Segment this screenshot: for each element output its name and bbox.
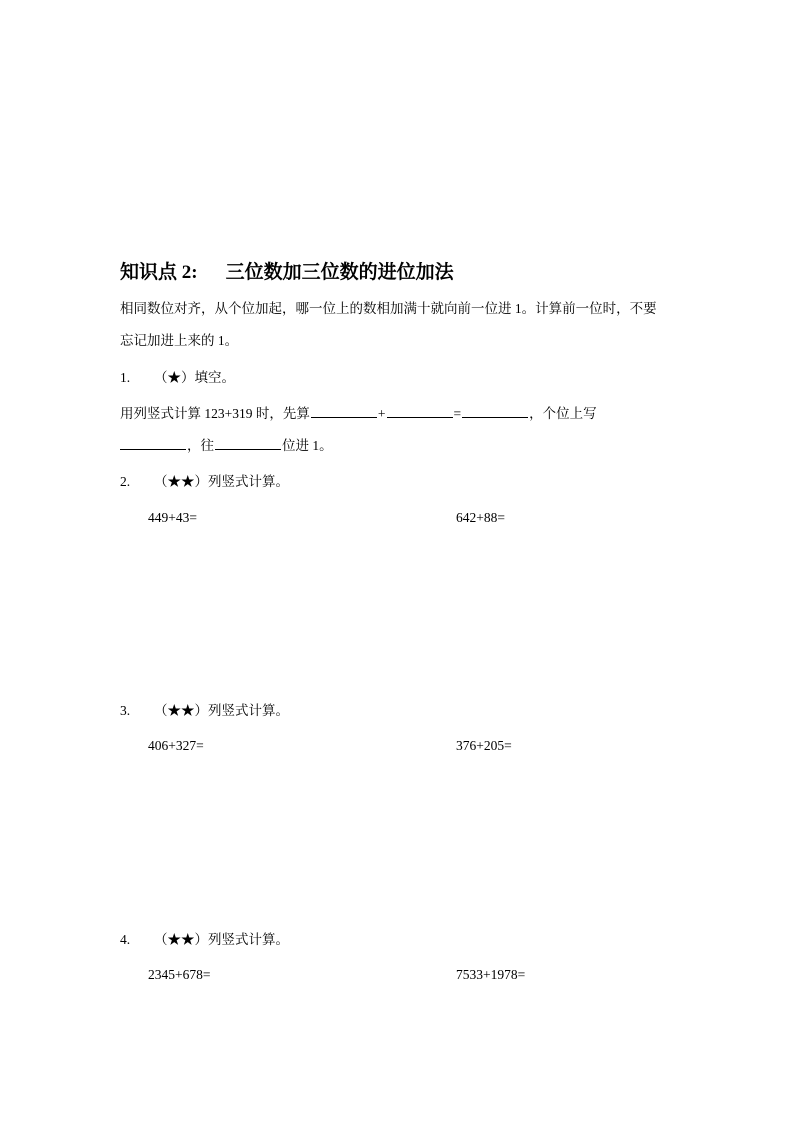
question-title: （★★）列竖式计算。 [154,474,289,489]
fill-blank-3[interactable] [462,403,528,418]
fill-blank-5[interactable] [215,435,281,450]
question-number: 3. [120,703,131,718]
question-title: （★★）列竖式计算。 [154,932,289,947]
question-1-line-1 [120,403,597,424]
question-3-right-expression: 376+205= [456,738,512,753]
equals-sign: = [453,406,462,421]
question-3-left-expression: 406+327= [148,738,204,753]
question-1-header [120,368,235,388]
question-2-left-expression: 449+43= [148,510,197,525]
question-number: 1. [120,370,131,385]
question-4-left-expression: 2345+678= [148,967,211,982]
question-2-header [120,472,289,492]
plus-sign: + [377,406,386,421]
question-2-right-expression: 642+88= [456,510,505,525]
section-title [120,258,454,288]
question-4-right-expression: 7533+1978= [456,967,526,982]
explanation-line-2: 忘记加进上来的 1。 [120,333,239,348]
question-title: （★★）列竖式计算。 [154,703,289,718]
question-3-header [120,701,289,721]
title-label: 知识点 2: [120,262,198,283]
question-4-header [120,930,289,950]
question-number: 4. [120,932,131,947]
question-1-line-2 [120,435,333,456]
fill-blank-1[interactable] [311,403,377,418]
fill-text-mid: ，往 [187,438,214,453]
fill-text-prefix: 用列竖式计算 123+319 时，先算 [120,406,310,421]
fill-text-end: 位进 1。 [282,438,333,453]
title-text: 三位数加三位数的进位加法 [225,262,454,283]
fill-blank-4[interactable] [120,435,186,450]
question-number: 2. [120,474,131,489]
fill-text-suffix: ，个位上写 [529,406,597,421]
fill-blank-2[interactable] [387,403,453,418]
explanation-line-1: 相同数位对齐，从个位加起，哪一位上的数相加满十就向前一位进 1。计算前一位时，不要 [120,301,657,316]
question-title: （★）填空。 [154,370,235,385]
